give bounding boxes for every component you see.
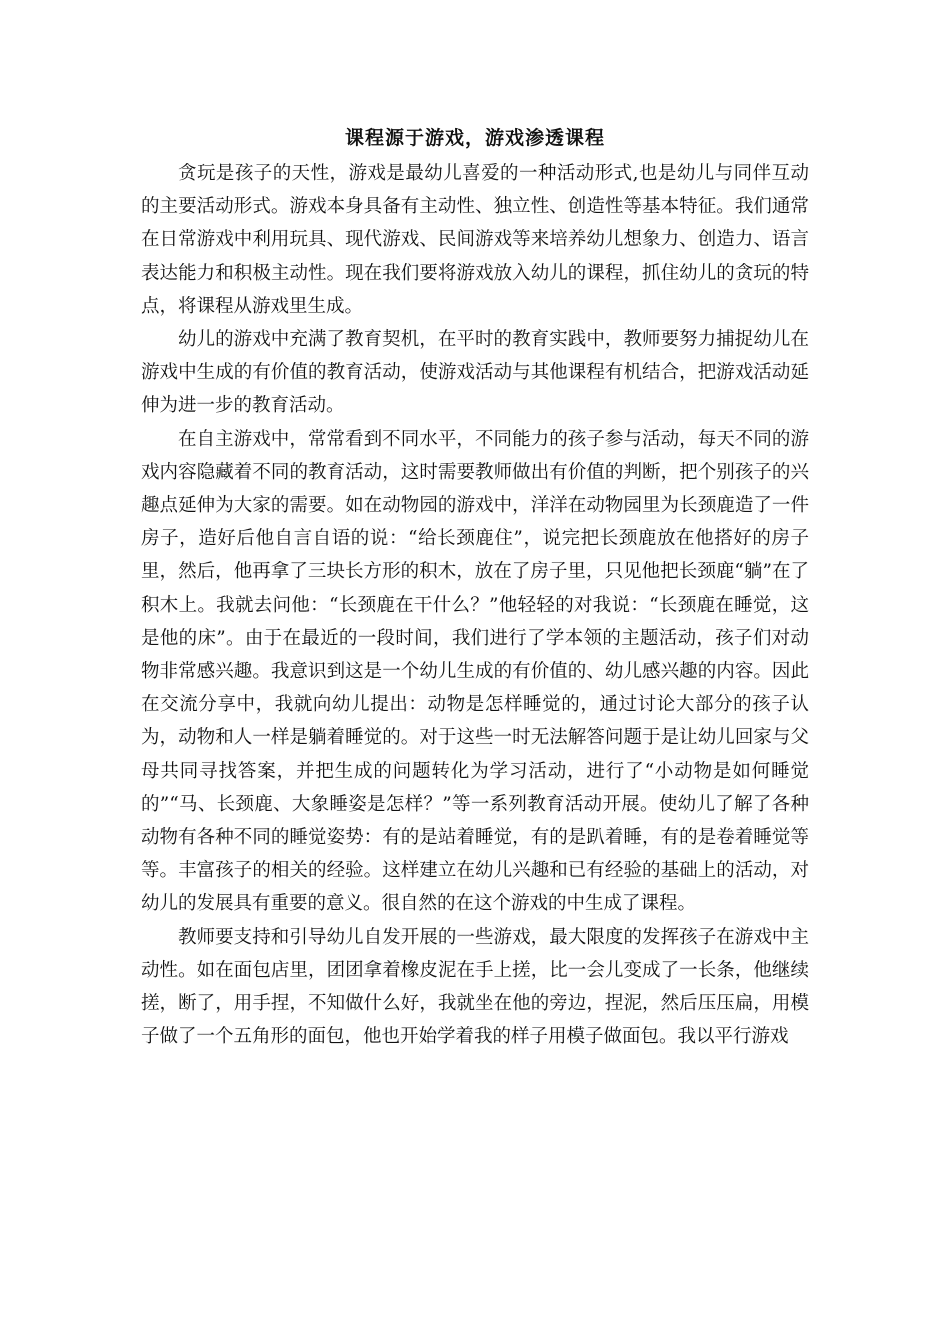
paragraph-1: 贪玩是孩子的天性，游戏是最幼儿喜爱的一种活动形式,也是幼儿与同伴互动的主要活动形式。游戏本身具备有主动性、独立性、创造性等基本特征。我们通常在日常游戏中利用玩具、现代游戏、民间游戏等来培养幼儿想象力、创造力、语言表达能力和积极主动性。现在我们要将游戏放入幼儿的课程，抓住幼儿的贪玩的特点，将课程从游戏里生成。 [141, 163, 809, 317]
paragraph-4: 教师要支持和引导幼儿自发开展的一些游戏，最大限度的发挥孩子在游戏中主动性。如在面包店里，团团拿着橡皮泥在手上搓，比一会儿变成了一长条，他继续搓，断了，用手捏，不知做什么好，我就坐在他的旁边，捏泥，然后压压扁，用模子做了一个五角形的面包，他也开始学着我的样子用模子做面包。我以平行游戏 [141, 926, 809, 1048]
document-title: 课程源于游戏，游戏渗透课程 [344, 127, 605, 149]
paragraph-3: 在自主游戏中，常常看到不同水平，不同能力的孩子参与活动，每天不同的游戏内容隐藏着不同的教育活动，这时需要教师做出有价值的判断，把个别孩子的兴趣点延伸为大家的需要。如在动物园的游戏中，洋洋在动物园里为长颈鹿造了一件房子，造好后他自言自语的说：“给长颈鹿住”，说完把长颈鹿放在他搭好的房子里，然后，他再拿了三块长方形的积木，放在了房子里，只见他把长颈鹿“躺”在了积木上。我就去问他：“长颈鹿在干什么？”他轻轻的对我说：“长颈鹿在睡觉，这是他的床”。由于在最近的一段时间，我们进行了学本领的主题活动，孩子们对动物非常感兴趣。我意识到这是一个幼儿生成的有价值的、幼儿感兴趣的内容。因此在交流分享中，我就向幼儿提出：动物是怎样睡觉的，通过讨论大部分的孩子认为，动物和人一样是躺着睡觉的。对于这些一时无法解答问题于是让幼儿回家与父母共同寻找答案，并把生成的问题转化为学习活动，进行了“小动物是如何睡觉的”“马、长颈鹿、大象睡姿是怎样？”等一系列教育活动开展。使幼儿了解了各种动物有各种不同的睡觉姿势：有的是站着睡觉，有的是趴着睡，有的是卷着睡觉等等。丰富孩子的相关的经验。这样建立在幼儿兴趣和已有经验的基础上的活动，对幼儿的发展具有重要的意义。很自然的在这个游戏的中生成了课程。 [141, 428, 809, 915]
document-body [141, 122, 809, 1053]
paragraph-2: 幼儿的游戏中充满了教育契机，在平时的教育实践中，教师要努力捕捉幼儿在游戏中生成的有价值的教育活动，使游戏活动与其他课程有机结合，把游戏活动延伸为进一步的教育活动。 [141, 329, 809, 417]
